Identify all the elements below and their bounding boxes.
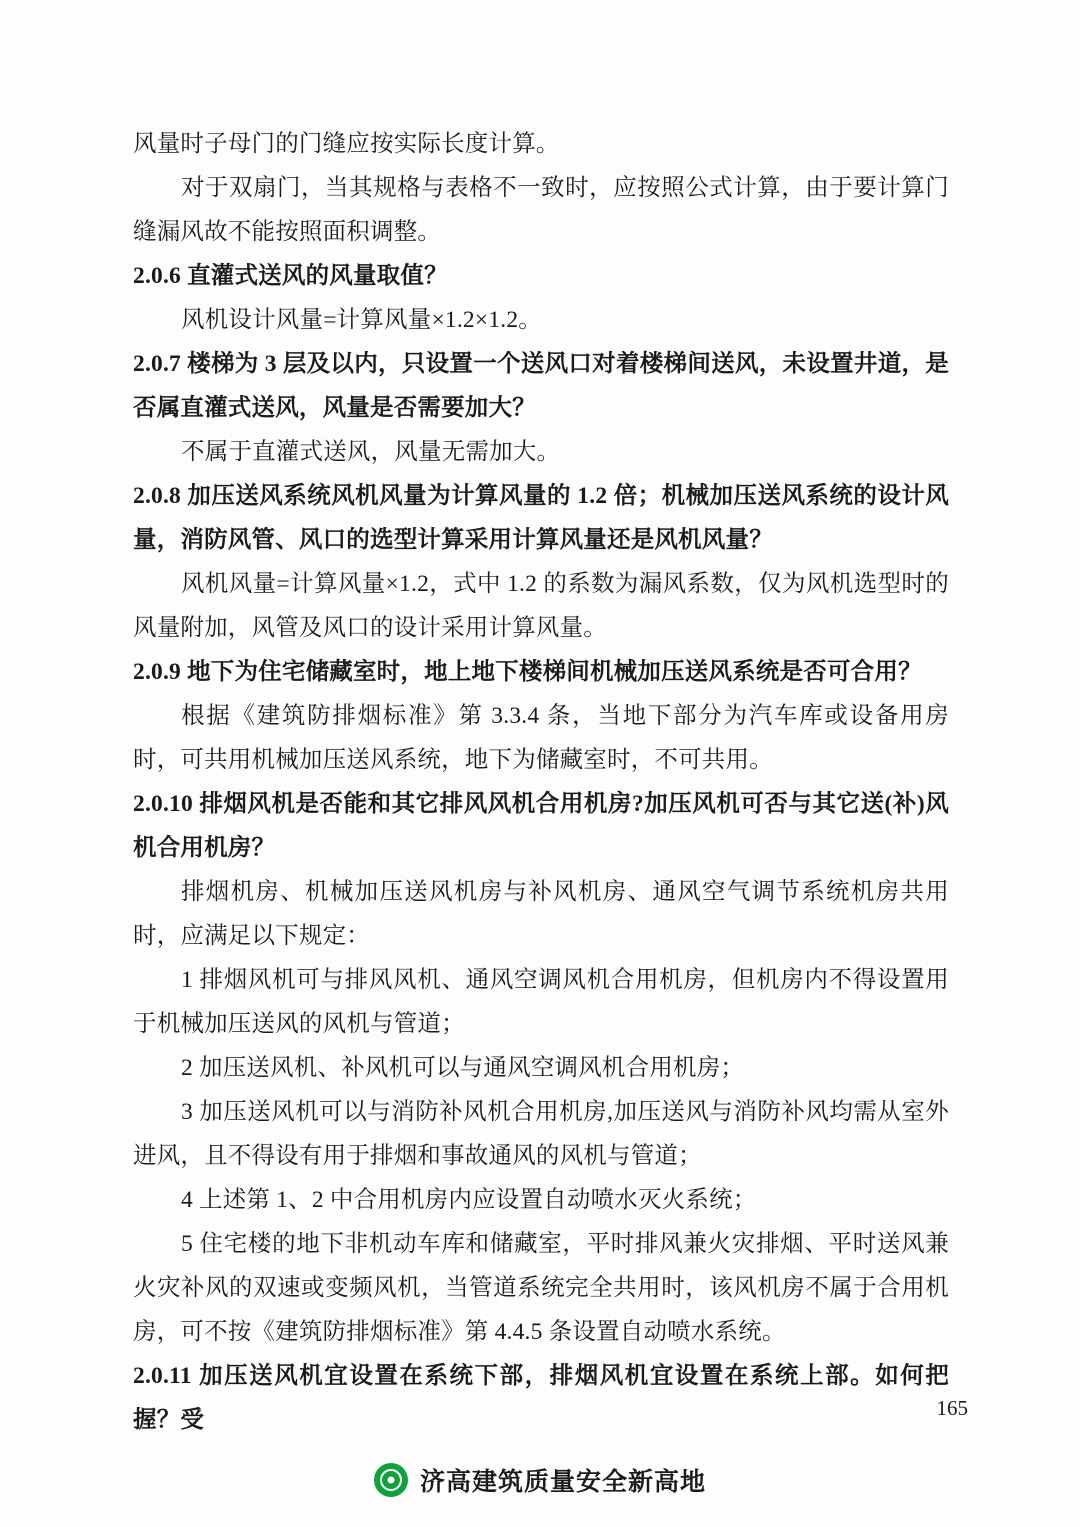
section-heading-2-0-6: 2.0.6 直灌式送风的风量取值？ bbox=[133, 263, 448, 289]
section-heading-2-0-11: 2.0.11 加压送风机宜设置在系统下部，排烟风机宜设置在系统上部。如何把握？受 bbox=[133, 1363, 949, 1433]
section-heading-2-0-8: 2.0.8 加压送风系统风机风量为计算风量的 1.2 倍；机械加压送风系统的设计风量，消防风管、风口的选型计算采用计算风量还是风机风量？ bbox=[133, 483, 949, 553]
paragraph: 对于双扇门，当其规格与表格不一致时，应按照公式计算，由于要计算门缝漏风故不能按照面积调整。 bbox=[133, 175, 949, 245]
section-heading-2-0-9: 2.0.9 地下为住宅储藏室时，地上地下楼梯间机械加压送风系统是否可合用？ bbox=[133, 659, 922, 685]
paragraph: 排烟机房、机械加压送风机房与补风机房、通风空气调节系统机房共用时，应满足以下规定： bbox=[133, 879, 949, 949]
circle-logo-icon bbox=[374, 1463, 408, 1497]
paragraph: 风机设计风量=计算风量×1.2×1.2。 bbox=[181, 307, 543, 333]
paragraph: 不属于直灌式送风，风量无需加大。 bbox=[181, 439, 561, 465]
paragraph: 风量时子母门的门缝应按实际长度计算。 bbox=[133, 131, 560, 157]
brand-name: 济高建筑质量安全新高地 bbox=[419, 1469, 706, 1496]
page-number: 165 bbox=[936, 1396, 968, 1420]
list-item: 5 住宅楼的地下非机动车库和储藏室，平时排风兼火灾排烟、平时送风兼火灾补风的双速或变频风机，当管道系统完全共用时，该风机房不属于合用机房，可不按《建筑防排烟标准》第 4.4.5 条设置自动喷水系统。 bbox=[133, 1231, 949, 1345]
list-item: 2 加压送风机、补风机可以与通风空调风机合用机房； bbox=[181, 1055, 745, 1081]
list-item: 4 上述第 1、2 中合用机房内应设置自动喷水灭火系统； bbox=[181, 1187, 757, 1213]
list-item: 3 加压送风机可以与消防补风机合用机房,加压送风与消防补风均需从室外进风，且不得设有用于排烟和事故通风的风机与管道； bbox=[133, 1099, 949, 1169]
footer-brand bbox=[0, 1462, 1080, 1498]
paragraph: 根据《建筑防排烟标准》第 3.3.4 条，当地下部分为汽车库或设备用房时，可共用机械加压送风系统，地下为储藏室时，不可共用。 bbox=[133, 703, 949, 773]
list-item: 1 排烟风机可与排风风机、通风空调风机合用机房，但机房内不得设置用于机械加压送风的风机与管道； bbox=[133, 967, 949, 1037]
section-heading-2-0-7: 2.0.7 楼梯为 3 层及以内，只设置一个送风口对着楼梯间送风，未设置井道，是否属直灌式送风，风量是否需要加大？ bbox=[133, 351, 949, 421]
page-content bbox=[133, 122, 949, 1442]
paragraph: 风机风量=计算风量×1.2，式中 1.2 的系数为漏风系数，仅为风机选型时的风量附加，风管及风口的设计采用计算风量。 bbox=[133, 571, 949, 641]
section-heading-2-0-10: 2.0.10 排烟风机是否能和其它排风风机合用机房?加压风机可否与其它送(补)风机合用机房？ bbox=[133, 791, 949, 861]
